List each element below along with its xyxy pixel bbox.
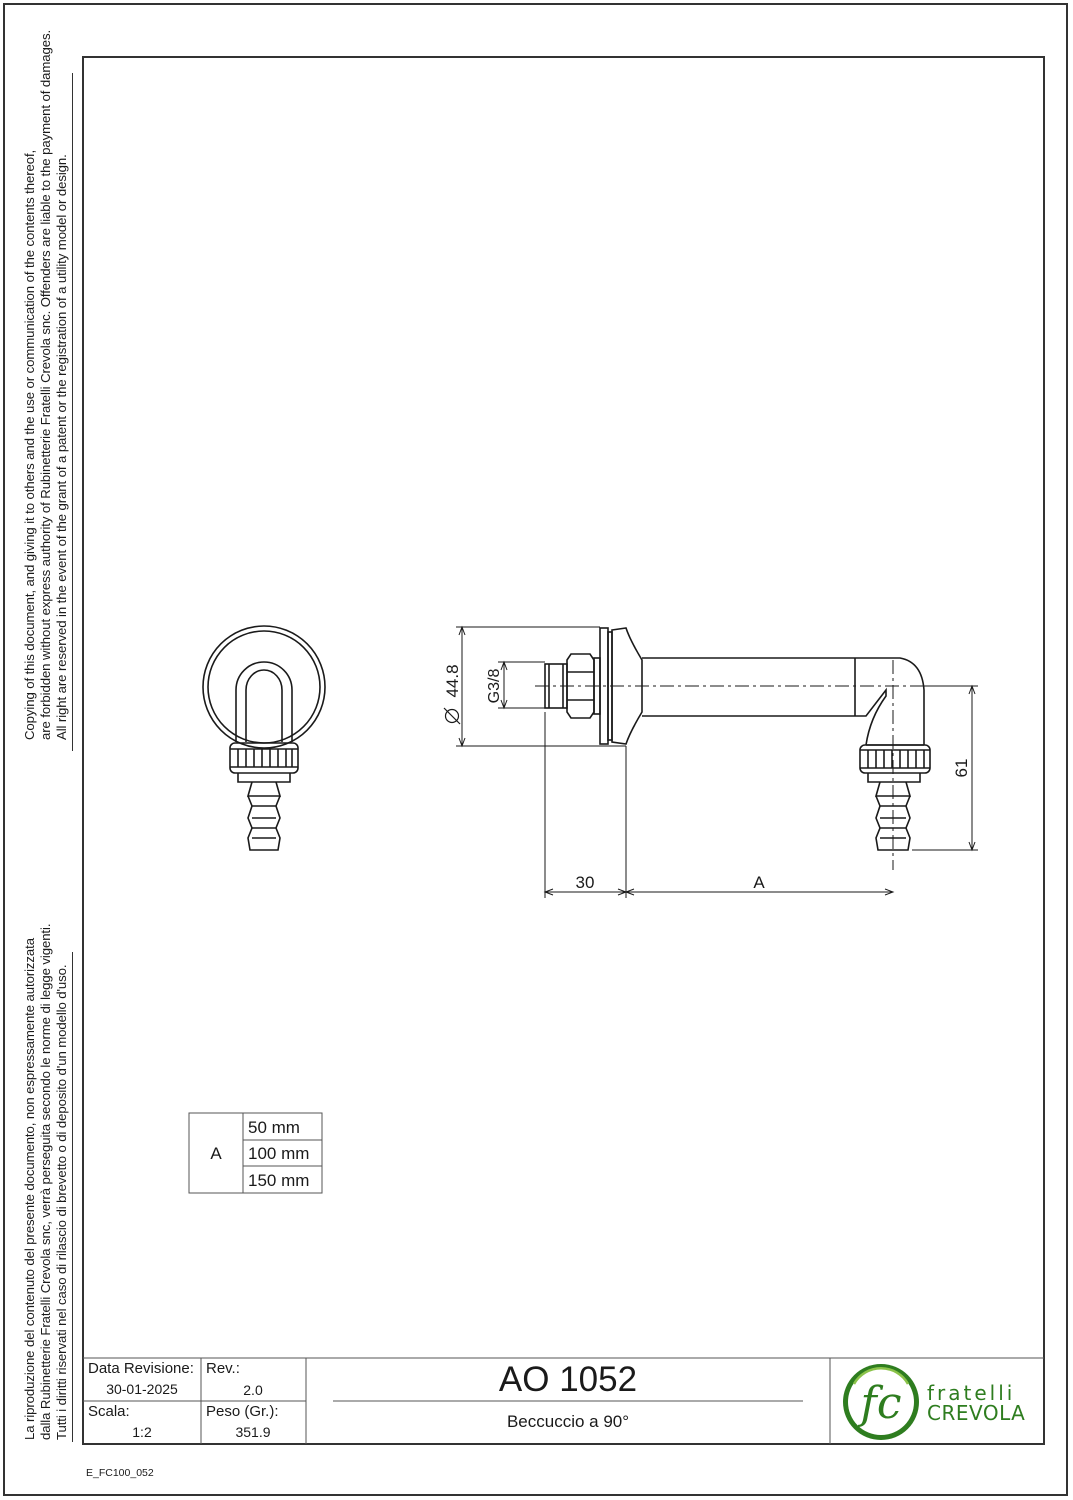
copyright-en-line-1: Copying of this document, and giving it to others and the use or communication of the contents thereof, <box>22 149 37 740</box>
weight-label: Peso (Gr.): <box>206 1403 279 1420</box>
side-view <box>545 628 930 850</box>
variant-value-1: 50 mm <box>248 1118 300 1137</box>
variant-value-2: 100 mm <box>248 1144 310 1163</box>
copyright-en-line-2: are forbidden without express authority of Rubinetterie Fratelli Crevola snc. Offenders are liable to the payment of damages. <box>38 29 53 740</box>
scale-label: Scala: <box>88 1403 130 1420</box>
rev-label: Rev.: <box>206 1360 240 1377</box>
dim-diameter: 44.8 <box>443 664 462 698</box>
scale-value: 1:2 <box>132 1424 152 1440</box>
footer-code: E_FC100_052 <box>86 1467 154 1479</box>
brand-name-line-2: CREVOLA <box>927 1401 1026 1425</box>
dim-thread: G3/8 <box>486 668 503 704</box>
product-description: Beccuccio a 90° <box>506 1412 630 1431</box>
product-code: AO 1052 <box>498 1360 638 1399</box>
copyright-en-line-3: All right are reserved in the event of the grant of a patent or the registration of a utility model or design. <box>54 154 69 740</box>
copyright-it-line-1: La riproduzione del contenuto del presente documento, non espressamente autorizzata <box>22 938 37 1440</box>
dim-length-var: A <box>753 873 765 892</box>
variants-label: A <box>210 1144 222 1163</box>
weight-value: 351.9 <box>235 1424 271 1440</box>
front-view <box>203 626 325 850</box>
centre-lines <box>535 660 978 870</box>
dim-drop: 61 <box>952 758 971 778</box>
brand-name-line-1: fratelli <box>927 1381 1016 1405</box>
rev-value: 2.0 <box>243 1382 263 1398</box>
variant-value-3: 150 mm <box>248 1171 310 1190</box>
copyright-it-line-3: Tutti i diritti riservati nel caso di rilascio di brevetto o di deposito d'un modello d'uso. <box>54 964 69 1440</box>
revision-date-value: 30-01-2025 <box>106 1381 178 1397</box>
dim-offset: 30 <box>575 873 595 892</box>
copyright-it-line-2: dalla Rubinetterie Fratelli Crevola snc, verrà perseguita secondo le norme di legge vigenti. <box>38 923 53 1440</box>
revision-date-label: Data Revisione: <box>88 1360 194 1377</box>
logo-letters: fc <box>860 1378 902 1429</box>
